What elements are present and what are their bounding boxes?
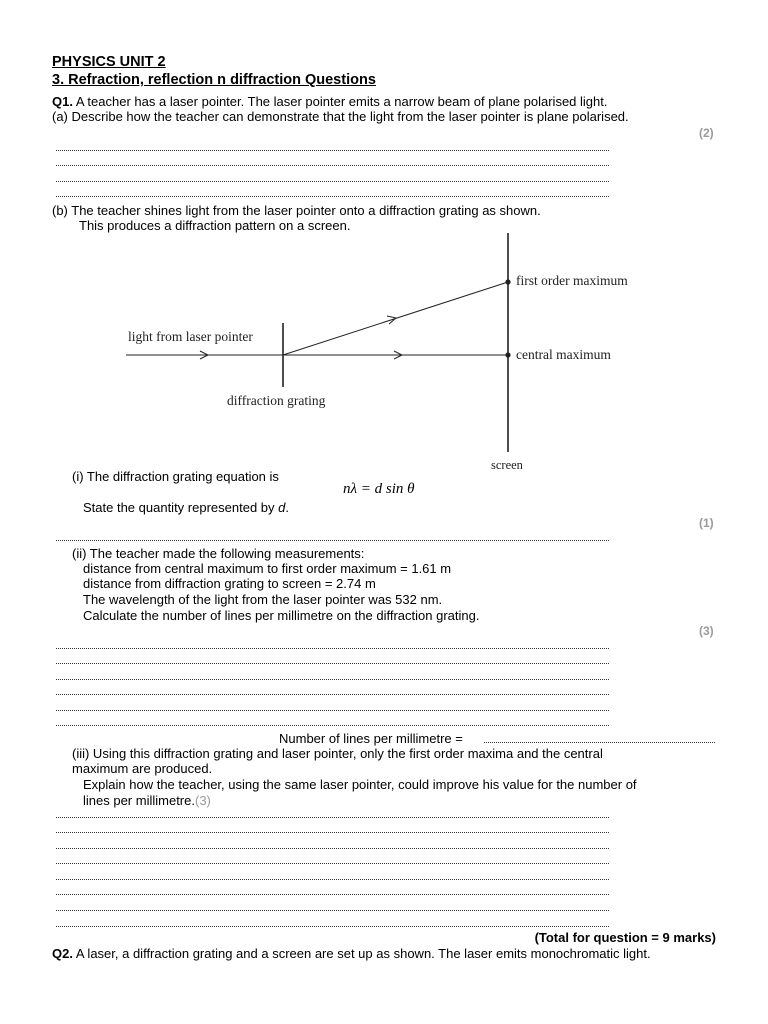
central-dot-icon: [505, 352, 510, 357]
q2-number: Q2.: [52, 946, 73, 961]
answer-line[interactable]: [56, 725, 609, 727]
qiii-line1: (iii) Using this diffraction grating and laser pointer, only the first order maxima and the central: [72, 746, 603, 761]
q1a-text: (a) Describe how the teacher can demonstrate that the light from the laser pointer is plane polarised.: [52, 109, 629, 124]
diffraction-diagram: [0, 0, 768, 480]
answer-line[interactable]: [56, 926, 609, 928]
q1a-marks: (2): [699, 126, 714, 140]
unit-title: PHYSICS UNIT 2: [52, 54, 166, 70]
answer-line[interactable]: [56, 832, 609, 834]
q1-number: Q1.: [52, 94, 73, 109]
qii-marks: (3): [699, 624, 714, 638]
central-label: central maximum: [516, 347, 611, 362]
q1b-line1: (b) The teacher shines light from the laser pointer onto a diffraction grating as shown.: [52, 203, 541, 218]
first-order-dot-icon: [505, 279, 510, 284]
answer-line[interactable]: [56, 848, 609, 850]
qi-state-prefix: State the quantity represented by: [83, 500, 279, 515]
lines-per-mm-answer[interactable]: [484, 742, 715, 744]
grating-label: diffraction grating: [227, 393, 326, 408]
grating-equation: nλ = d sin θ: [343, 481, 415, 497]
qii-m4: Calculate the number of lines per millimetre on the diffraction grating.: [83, 608, 480, 623]
qii-text: (ii) The teacher made the following measurements:: [72, 546, 365, 561]
light-label: light from laser pointer: [128, 329, 253, 344]
qi-state-suffix: .: [285, 500, 289, 515]
qiii-line4: lines per millimetre.: [83, 793, 195, 808]
qi-marks: (1): [699, 516, 714, 530]
q1-intro-text: A teacher has a laser pointer. The laser pointer emits a narrow beam of plane polarised light.: [72, 94, 608, 109]
answer-line[interactable]: [56, 879, 609, 881]
answer-line[interactable]: [56, 540, 609, 542]
answer-line[interactable]: [56, 694, 609, 696]
qii-m2: distance from diffraction grating to screen = 2.74 m: [83, 576, 376, 591]
q1b-line2: This produces a diffraction pattern on a screen.: [79, 218, 351, 233]
qiii-line4-wrap: [83, 793, 211, 809]
qiii-marks: (3): [194, 793, 211, 808]
qii-m3: The wavelength of the light from the laser pointer was 532 nm.: [83, 592, 443, 607]
answer-line[interactable]: [56, 648, 609, 650]
qi-state-var: d: [278, 500, 286, 515]
answer-line[interactable]: [56, 679, 609, 681]
qiii-line3: Explain how the teacher, using the same laser pointer, could improve his value for the number of: [83, 777, 637, 792]
answer-line[interactable]: [56, 663, 609, 665]
first-order-label: first order maximum: [516, 273, 628, 288]
qi-state: [83, 500, 289, 516]
lines-per-mm-label: Number of lines per millimetre =: [279, 731, 463, 746]
answer-line[interactable]: [56, 910, 609, 912]
q2-intro: [52, 946, 651, 962]
screen-label: screen: [491, 458, 523, 472]
answer-line[interactable]: [56, 894, 609, 896]
topic-title: 3. Refraction, reflection n diffraction Questions: [52, 72, 376, 88]
qi-text: (i) The diffraction grating equation is: [72, 469, 279, 484]
qii-m1: distance from central maximum to first order maximum = 1.61 m: [83, 561, 452, 576]
total-marks: (Total for question = 9 marks): [534, 930, 716, 945]
answer-line[interactable]: [56, 817, 609, 819]
answer-line[interactable]: [56, 710, 609, 712]
qiii-line2: maximum are produced.: [72, 761, 213, 776]
q2-text: A laser, a diffraction grating and a screen are set up as shown. The laser emits monochromatic light.: [72, 946, 651, 961]
answer-line[interactable]: [56, 863, 609, 865]
